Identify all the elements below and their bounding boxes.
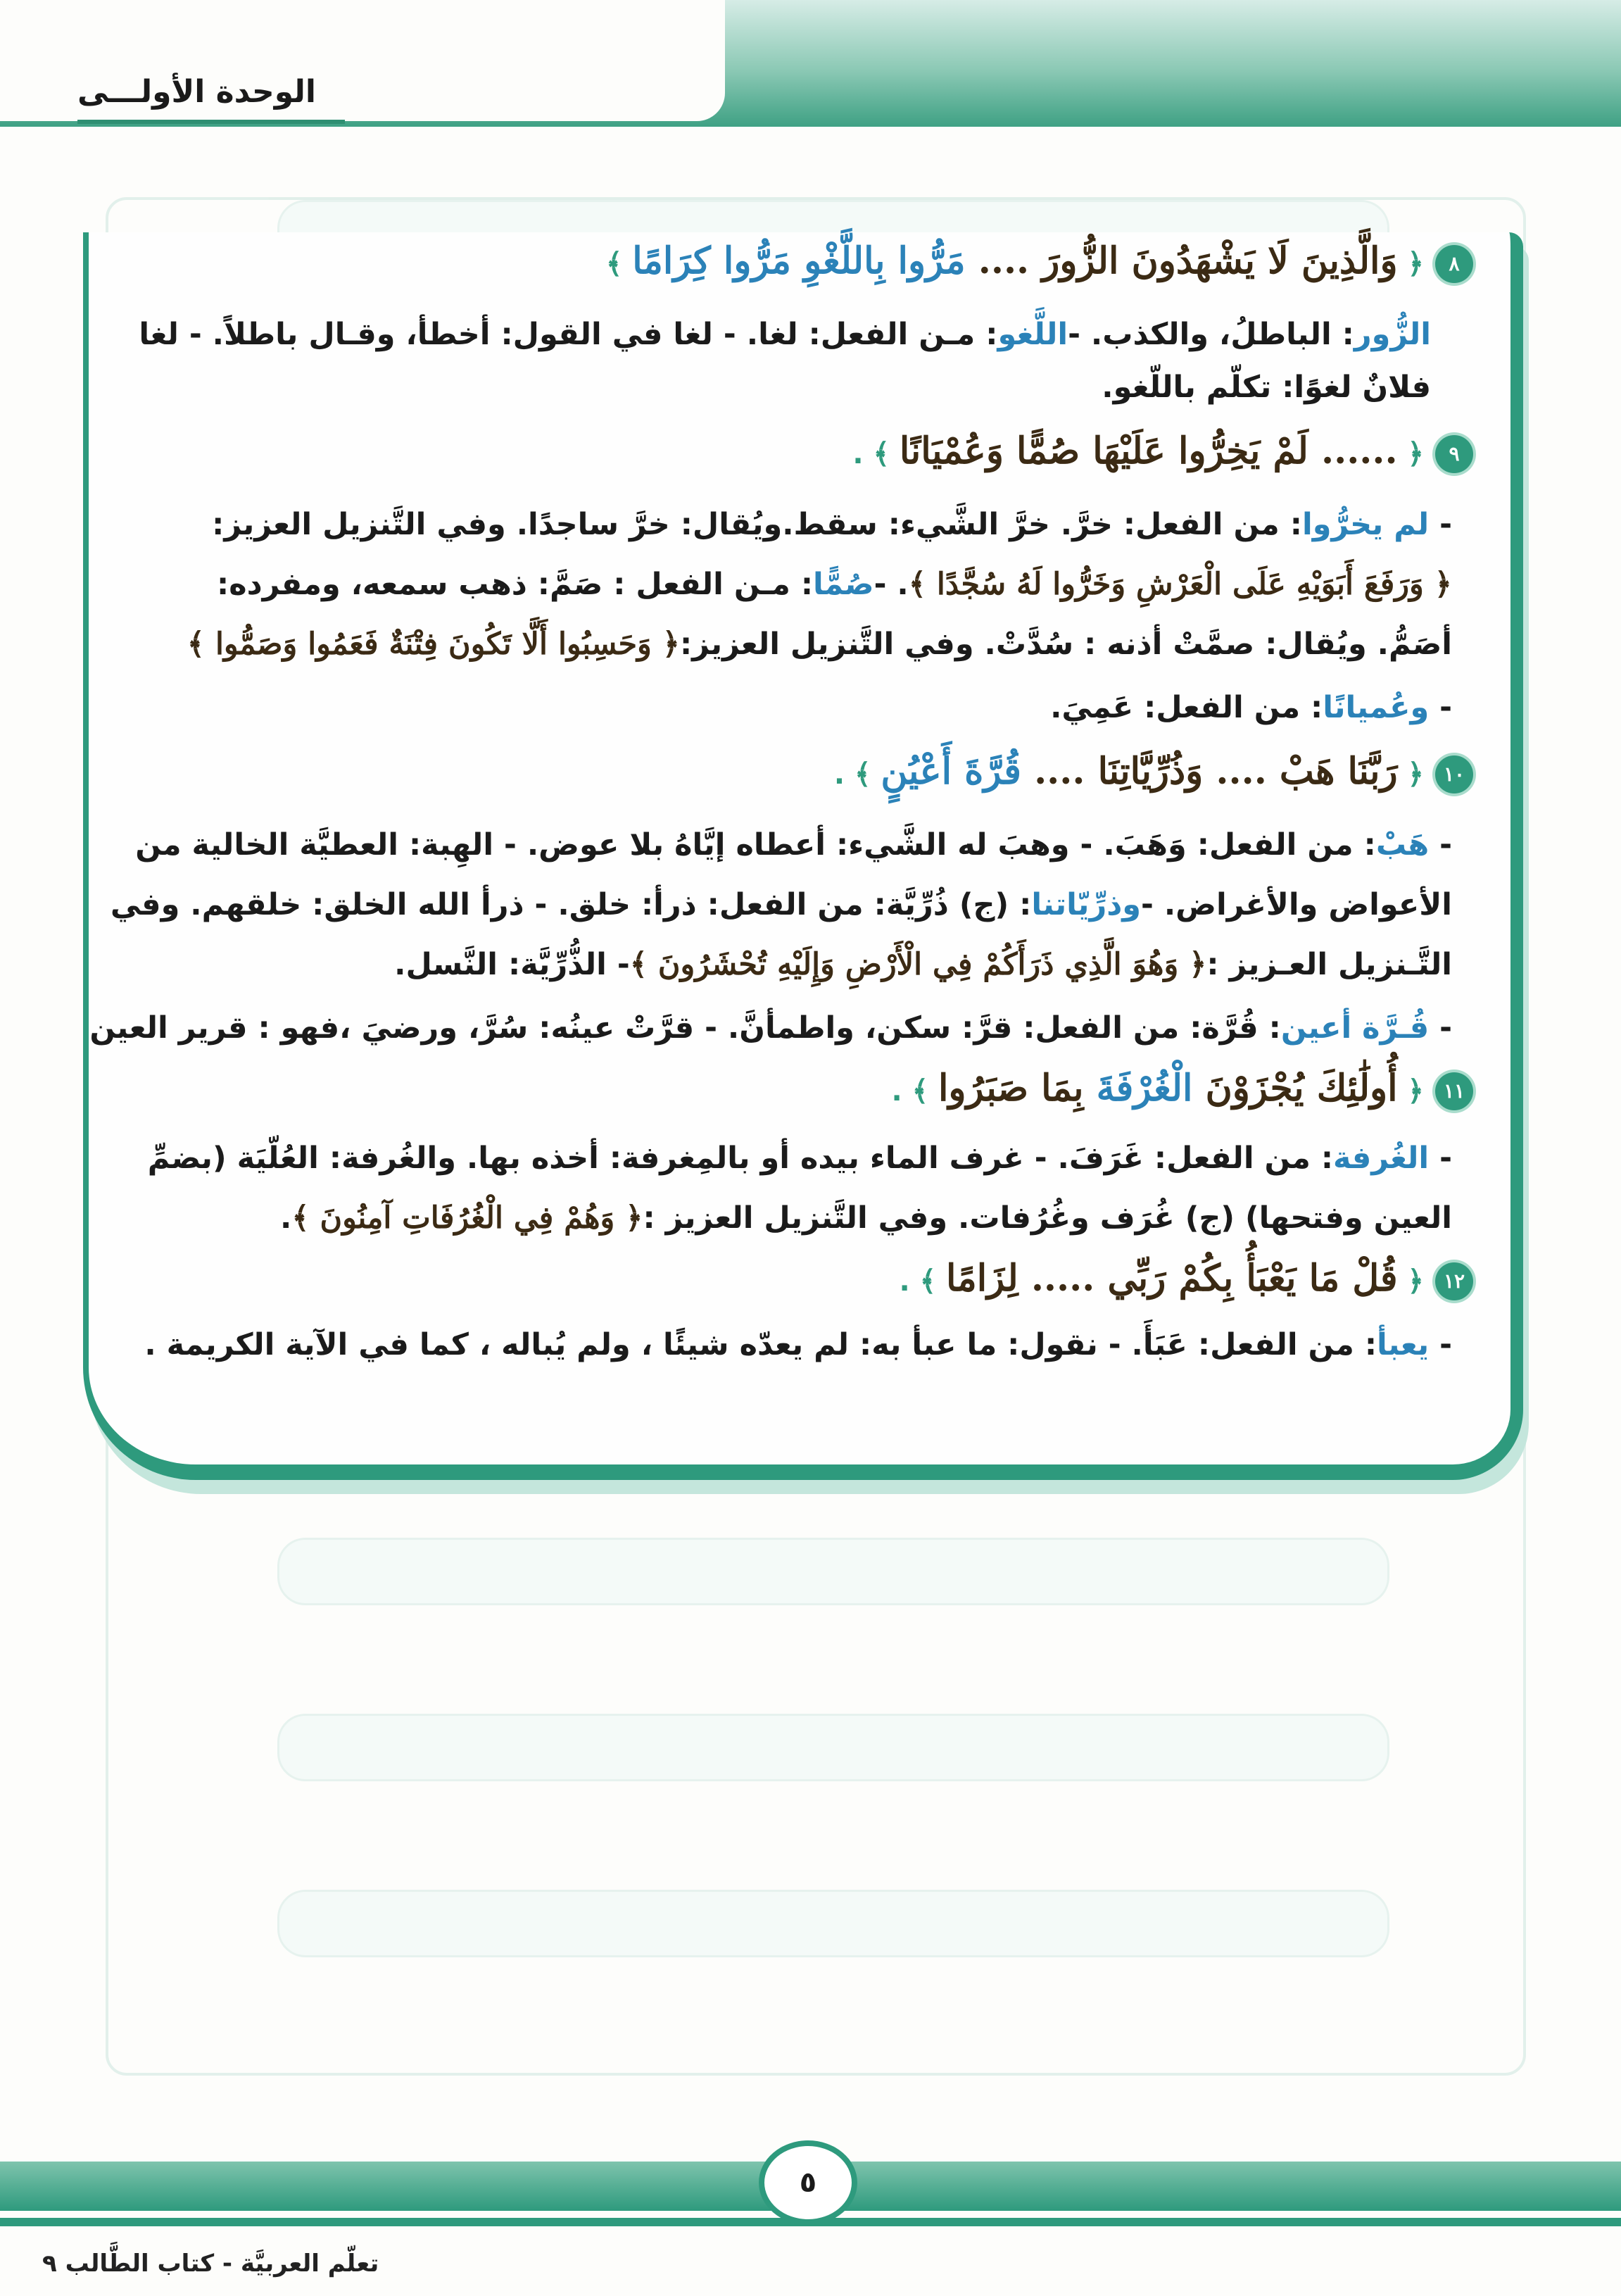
verse-item-12: ١٢﴿ قُلْ مَا يَعْبَأُ بِكُمْ رَبِّي ..... لِزَامًا ﴾ . (150, 1253, 1473, 1307)
definition-text: الأعواض والأغراض. - (1141, 887, 1452, 922)
verse-item-8: ٨﴿ وَالَّذِينَ لَا يَشْهَدُونَ الزُّورَ .... مَرُّوا بِاللَّغْوِ مَرُّوا كِرَامًا ﴾ (150, 236, 1473, 289)
verse-item-9: ٩﴿ ...... لَمْ يَخِرُّوا عَلَيْهَا صُمًّا وَعُمْيَانًا ﴾ . (150, 426, 1473, 479)
definition-line (129, 563, 1452, 606)
vocab-term: وذرِّيّاتنا (1031, 887, 1141, 922)
quran-citation: ﴿ وَرَفَعَ أَبَوَيْهِ عَلَى الْعَرْشِ وَخَرُّوا لَهُ سُجَّدًا ﴾ (908, 567, 1452, 602)
page-number: ٥ (759, 2140, 857, 2225)
book-title: تعلّم العربيَّة - كتاب الطَّالب ٩ (42, 2250, 379, 2278)
verse-text-highlight: الْغُرْفَةَ (1096, 1067, 1193, 1110)
item-number: ١٢ (1435, 1262, 1473, 1300)
unit-title: الوحدة الأولـــى (77, 74, 316, 110)
definition-text: : قُرَّة: من الفعل: قرَّ: سكن، واطمأنَّ. - قرَّتْ عينُه: سُرَّ، ورضيَ ،فهو : قرير العين (89, 1010, 1281, 1046)
verse-text-highlight: قُرَّةَ أَعْيُنٍ (881, 750, 1021, 793)
definition-line (129, 943, 1452, 986)
quran-citation: ﴿ وَحَسِبُوا أَلَّا تَكُونَ فِتْنَةٌ فَعَمُوا وَصَمُّوا ﴾ (187, 627, 680, 662)
definition-text: : من الفعل: عَبَأَ. - نقول: ما عبأ به: لم يعدّه شيئًا ، ولم يُباله ، كما في الآية الكريمة . (144, 1327, 1377, 1362)
definition-line: - الغُرفة: من الفعل: غَرَفَ. - غرف الماء بيده أو بالمِغرفة: أخذه بها. والغُرفة: العُلّيَة (بضمِّ (147, 1141, 1452, 1176)
verse-ellipsis: ...... (1308, 429, 1398, 472)
verse-text: أُولَٰئِكَ يُجْزَوْنَ (1205, 1067, 1398, 1110)
quran-citation: ﴿ وَهُمْ فِي الْغُرُفَاتِ آمِنُونَ ﴾ (291, 1200, 643, 1236)
quran-citation: ﴿ وَهُوَ الَّذِي ذَرَأَكُمْ فِي الْأَرْضِ وَإِلَيْهِ تُحْشَرُونَ ﴾ (629, 947, 1207, 982)
definition-text: . - (873, 567, 909, 602)
verse-ellipsis: .... (965, 239, 1042, 282)
item-number: ١٠ (1435, 755, 1473, 793)
definition-text: : من الفعل: خرَّ. خرَّ الشَّيء: سقط.ويُقال: خرَّ ساجدًا. وفي التَّنزيل العزيز: (212, 507, 1302, 542)
item-number: ٨ (1435, 245, 1473, 283)
definition-text: : من الفعل: وَهَبَ. - وهبَ له الشَّيء: أعطاه إيَّاهُ بلا عوض. - الهِبة: العطيَّة الخالية من (135, 827, 1376, 862)
vocab-term: اللَّغو (997, 317, 1068, 352)
definition-line: - هَبْ: من الفعل: وَهَبَ. - وهبَ له الشَّيء: أعطاه إيَّاهُ بلا عوض. - الهِبة: العطيَّة الخالية من (135, 827, 1452, 862)
verse-item-11: ١١﴿ أُولَٰئِكَ يُجْزَوْنَ الْغُرْفَةَ بِمَا صَبَرُوا ﴾ . (150, 1063, 1473, 1117)
definition-line (110, 884, 1452, 926)
definition-line (108, 366, 1431, 408)
verse-text: قُلْ مَا يَعْبَأُ بِكُمْ رَبِّي (1107, 1257, 1398, 1300)
definition-line: - قُـرَّة أعين: قُرَّة: من الفعل: قرَّ: سكن، واطمأنَّ. - قرَّتْ عينُه: سُرَّ، ورضيَ ،فهو : قرير العين (89, 1010, 1452, 1046)
definition-line (108, 313, 1431, 356)
definition-line (129, 623, 1452, 665)
verse-text: لَمْ يَخِرُّوا عَلَيْهَا صُمًّا وَعُمْيَانًا (899, 429, 1308, 472)
verse-ellipsis: ..... (1018, 1257, 1108, 1300)
definition-text: أصَمُّ. ويُقال: صمَّتْ أذنه : سُدَّتْ. وفي التَّنزيل العزيز: (679, 627, 1452, 662)
definition-text: : من الفعل: عَمِيَ. (1050, 690, 1323, 725)
vocab-term: الزُّور (1354, 317, 1431, 352)
vocab-term: قُـرَّة أعين (1280, 1010, 1430, 1046)
verse-text: لِزَامًا (946, 1257, 1018, 1300)
item-number: ١١ (1435, 1072, 1473, 1110)
vocab-term: يعبأ (1377, 1327, 1430, 1362)
item-number: ٩ (1435, 435, 1473, 473)
definition-text: : مـن الفعل: لغا. - لغا في القول: أخطأ، وقـال باطلاً. - لغا (139, 317, 998, 352)
vocab-term: لم يخرُّوا (1301, 507, 1430, 542)
vocab-term: هَبْ (1375, 827, 1430, 862)
definition-text: العين وفتحها) (ج) غُرَف وغُرُفات. وفي التَّنزيل العزيز : (643, 1200, 1452, 1236)
verse-text: وَالَّذِينَ لَا يَشْهَدُونَ الزُّورَ (1042, 239, 1398, 282)
definition-text: فلانٌ لغوًا: تكلّم باللّغو. (1102, 370, 1431, 405)
verse-ellipsis: .... (1021, 750, 1098, 793)
definition-text: التَّـنزيل العـزيز : (1206, 947, 1452, 982)
verse-text: رَبَّنَا هَبْ .... وَذُرِّيَّاتِنَا (1097, 750, 1398, 793)
verse-text-highlight: مَرُّوا بِاللَّغْوِ مَرُّوا كِرَامًا (632, 239, 966, 282)
verse-text: بِمَا صَبَرُوا (938, 1067, 1084, 1110)
vocab-term: وعُميانًا (1323, 690, 1430, 725)
definition-line: - لم يخرُّوا: من الفعل: خرَّ. خرَّ الشَّيء: سقط.ويُقال: خرَّ ساجدًا. وفي التَّنزيل العزيز: (212, 507, 1452, 542)
definition-line: - يعبأ: من الفعل: عَبَأَ. - نقول: ما عبأ به: لم يعدّه شيئًا ، ولم يُباله ، كما في الآية الكريمة . (144, 1327, 1452, 1362)
definition-line: - وعُميانًا: من الفعل: عَمِيَ. (1050, 690, 1452, 725)
definition-text: : (ج) ذُرِّيَّة: من الفعل: ذرأ: خلق. - ذرأ الله الخلق: خلقهم. وفي (110, 887, 1032, 922)
vocab-term: صُمًّا (813, 567, 874, 602)
definition-text: - الذُّرِّيَّة: النَّسل. (394, 947, 630, 982)
vocab-term: الغُرفة (1333, 1141, 1430, 1176)
definition-line: العين وفتحها) (ج) غُرَف وغُرُفات. وفي التَّنزيل العزيز :﴿ وَهُمْ فِي الْغُرُفَاتِ آمِنُونَ ﴾. (280, 1200, 1452, 1236)
verse-item-10: ١٠﴿ رَبَّنَا هَبْ .... وَذُرِّيَّاتِنَا .... قُرَّةَ أَعْيُنٍ ﴾ . (150, 746, 1473, 800)
definition-text: : مـن الفعل : صَمَّ: ذهب سمعه، ومفرده: (217, 567, 814, 602)
definition-text: : الباطلُ، والكذب. - (1068, 317, 1354, 352)
definition-text: : من الفعل: غَرَفَ. - غرف الماء بيده أو بالمِغرفة: أخذه بها. والغُرفة: العُلّيَة (بضمِّ (147, 1141, 1334, 1176)
